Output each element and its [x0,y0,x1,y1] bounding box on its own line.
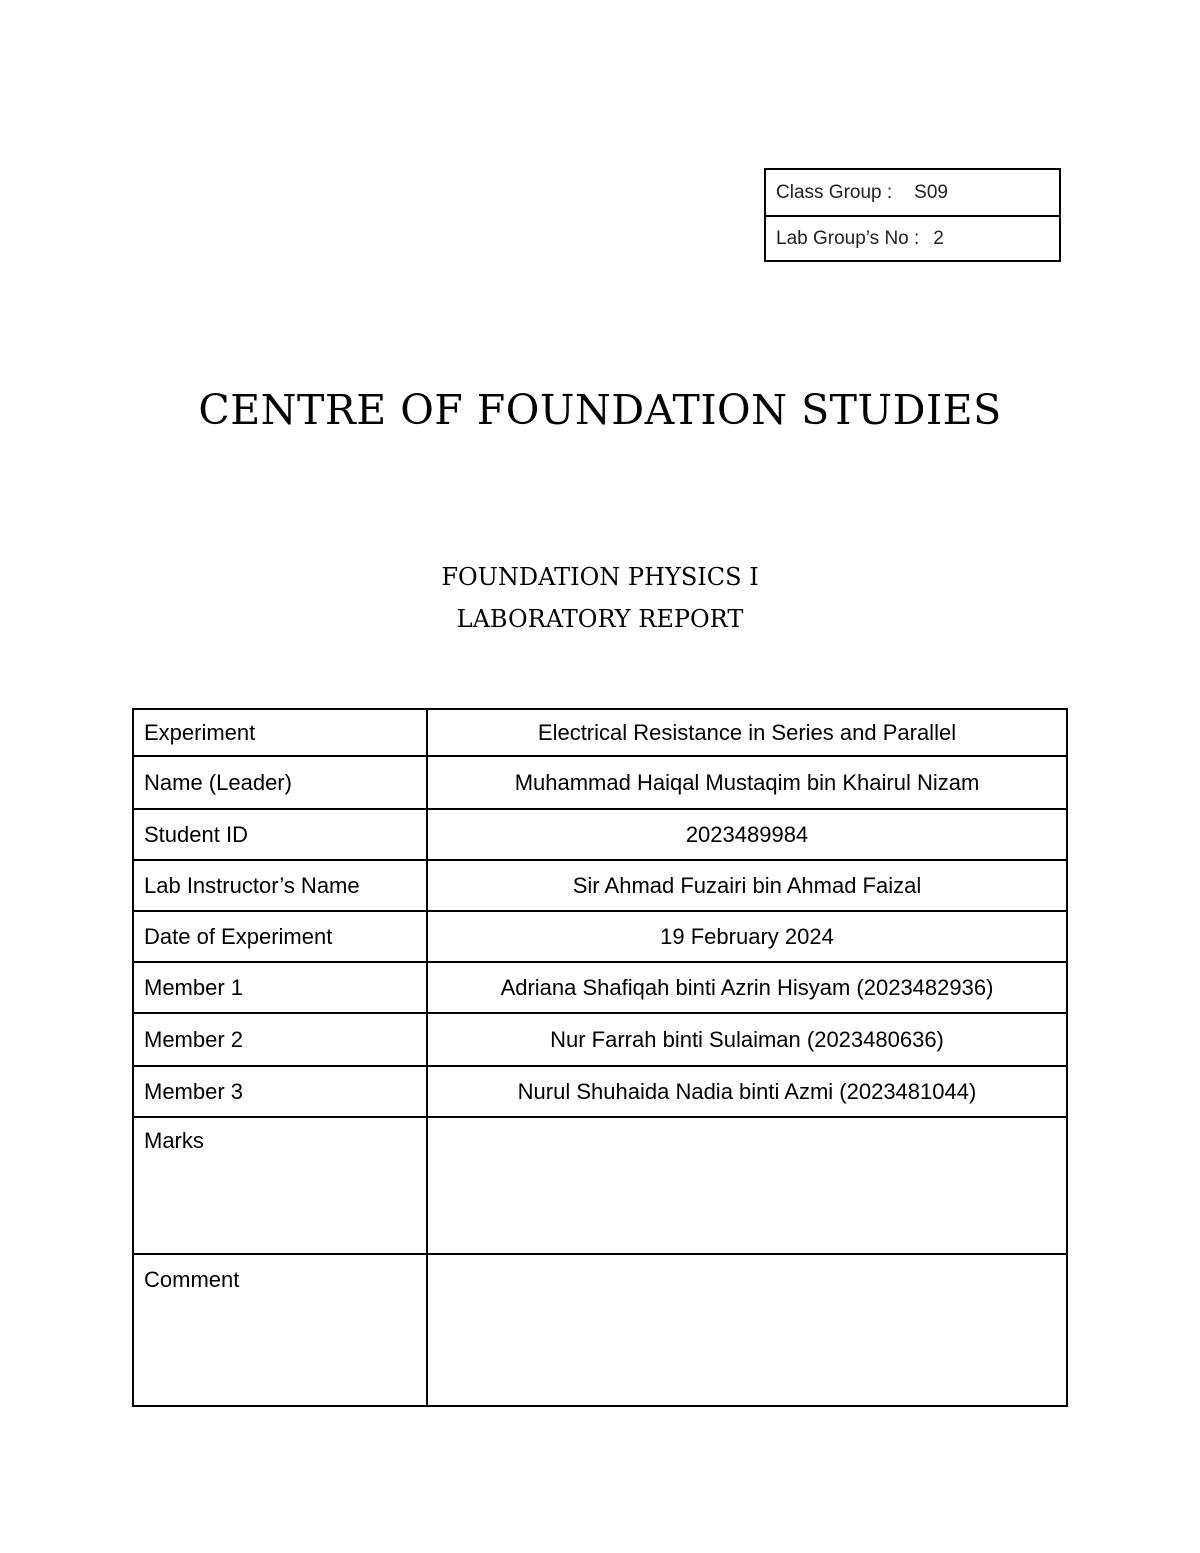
row-value: 19 February 2024 [427,911,1067,962]
row-label: Member 1 [133,962,427,1013]
table-row [133,1066,1067,1117]
row-label: Lab Instructor’s Name [133,860,427,911]
table-row [133,709,1067,756]
row-value: Muhammad Haiqal Mustaqim bin Khairul Nizam [427,756,1067,809]
row-value: 2023489984 [427,809,1067,860]
class-group-value: S09 [914,181,948,203]
row-label: Comment [133,1254,427,1406]
row-label: Marks [133,1117,427,1254]
lab-group-label: Lab Group’s No : [776,227,920,249]
group-info-box [764,168,1061,262]
lab-group-value: 2 [933,227,944,249]
table-row [133,756,1067,809]
comment-field [427,1254,1067,1406]
table-row [133,1117,1067,1254]
table-row [133,1013,1067,1066]
marks-field [427,1117,1067,1254]
table-row [133,962,1067,1013]
row-value: Nurul Shuhaida Nadia binti Azmi (2023481044) [427,1066,1067,1117]
page-title: CENTRE OF FOUNDATION STUDIES [198,386,1002,434]
report-subtitle [0,556,1200,640]
row-label: Member 2 [133,1013,427,1066]
table-row [133,911,1067,962]
course-name: FOUNDATION PHYSICS I [441,563,759,591]
report-info-table [132,708,1068,1407]
row-label: Experiment [133,709,427,756]
lab-group-row [766,215,1059,260]
row-value: Adriana Shafiqah binti Azrin Hisyam (2023482936) [427,962,1067,1013]
report-type: LABORATORY REPORT [456,605,744,633]
row-value: Nur Farrah binti Sulaiman (2023480636) [427,1013,1067,1066]
row-label: Date of Experiment [133,911,427,962]
class-group-label: Class Group : [776,181,893,203]
row-value: Sir Ahmad Fuzairi bin Ahmad Faizal [427,860,1067,911]
row-label: Student ID [133,809,427,860]
row-label: Member 3 [133,1066,427,1117]
table-row [133,1254,1067,1406]
table-row [133,860,1067,911]
row-value: Electrical Resistance in Series and Parallel [427,709,1067,756]
row-label: Name (Leader) [133,756,427,809]
class-group-row [766,170,1059,215]
table-row [133,809,1067,860]
